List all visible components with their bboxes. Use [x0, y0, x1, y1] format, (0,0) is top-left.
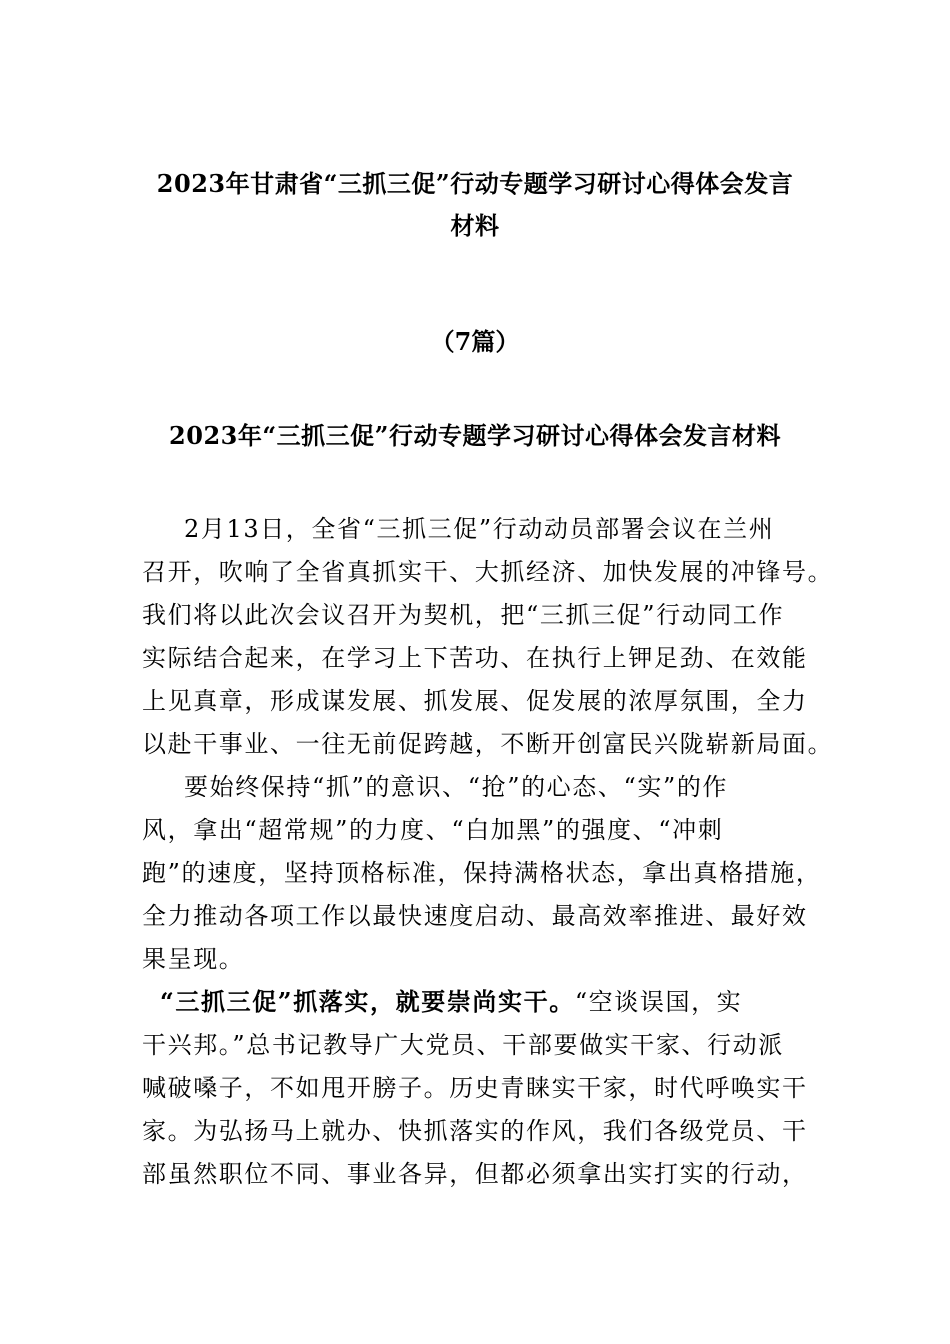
paragraph-2-line: 跑”的速度，坚持顶格标准，保持满格状态，拿出真格措施， [142, 859, 822, 887]
paragraph-1-line: 实际结合起来，在学习上下苦功、在执行上钾足劲、在效能 [142, 644, 808, 672]
document-title-line-1: 2023年甘肃省“三抓三促”行动专题学习研讨心得体会发言 [156, 169, 794, 198]
paragraph-2-line: 全力推动各项工作以最快速度启动、最高效率推进、最好效 [142, 902, 808, 930]
paragraph-3-first-rest: “空谈误国，实 [574, 988, 743, 1016]
paragraph-3-line: 家。为弘扬马上就办、快抓落实的作风，我们各级党员、干 [142, 1117, 808, 1145]
paragraph-3-lead: “三抓三促”抓落实，就要崇尚实干。 [160, 987, 575, 1016]
paragraph-2-line: 果呈现。 [142, 945, 245, 973]
paragraph-1-line: 上见真章，形成谋发展、抓发展、促发展的浓厚氛围，全力 [142, 687, 808, 715]
paragraph-3-line: 喊破嗓子，不如甩开膀子。历史青睐实干家，时代呼唤实干 [142, 1074, 808, 1102]
article-subtitle: 2023年“三抓三促”行动专题学习研讨心得体会发言材料 [169, 421, 781, 450]
paragraph-2-line: 要始终保持“抓”的意识、“抢”的心态、“实”的作 [184, 773, 729, 801]
paragraph-1-line: 2月13日，全省“三抓三促”行动动员部署会议在兰州 [184, 515, 775, 543]
paragraph-1-line: 以赴干事业、一往无前促跨越，不断开创富民兴陇崭新局面。 [142, 730, 834, 758]
article-count: （7篇） [430, 327, 520, 356]
paragraph-1-line: 我们将以此次会议召开为契机，把“三抓三促”行动同工作 [142, 601, 785, 629]
paragraph-1-line: 召开，吹响了全省真抓实干、大抓经济、加快发展的冲锋号。 [142, 558, 834, 586]
paragraph-3-line: 部虽然职位不同、事业各异，但都必须拿出实打实的行动， [142, 1160, 808, 1188]
paragraph-2-line: 风，拿出“超常规”的力度、“白加黑”的强度、“冲刺 [142, 816, 724, 844]
document-title-line-2: 材料 [450, 211, 500, 240]
paragraph-3-first-line [160, 982, 822, 1022]
paragraph-3-line: 干兴邦。”总书记教导广大党员、干部要做实干家、行动派 [142, 1031, 784, 1059]
